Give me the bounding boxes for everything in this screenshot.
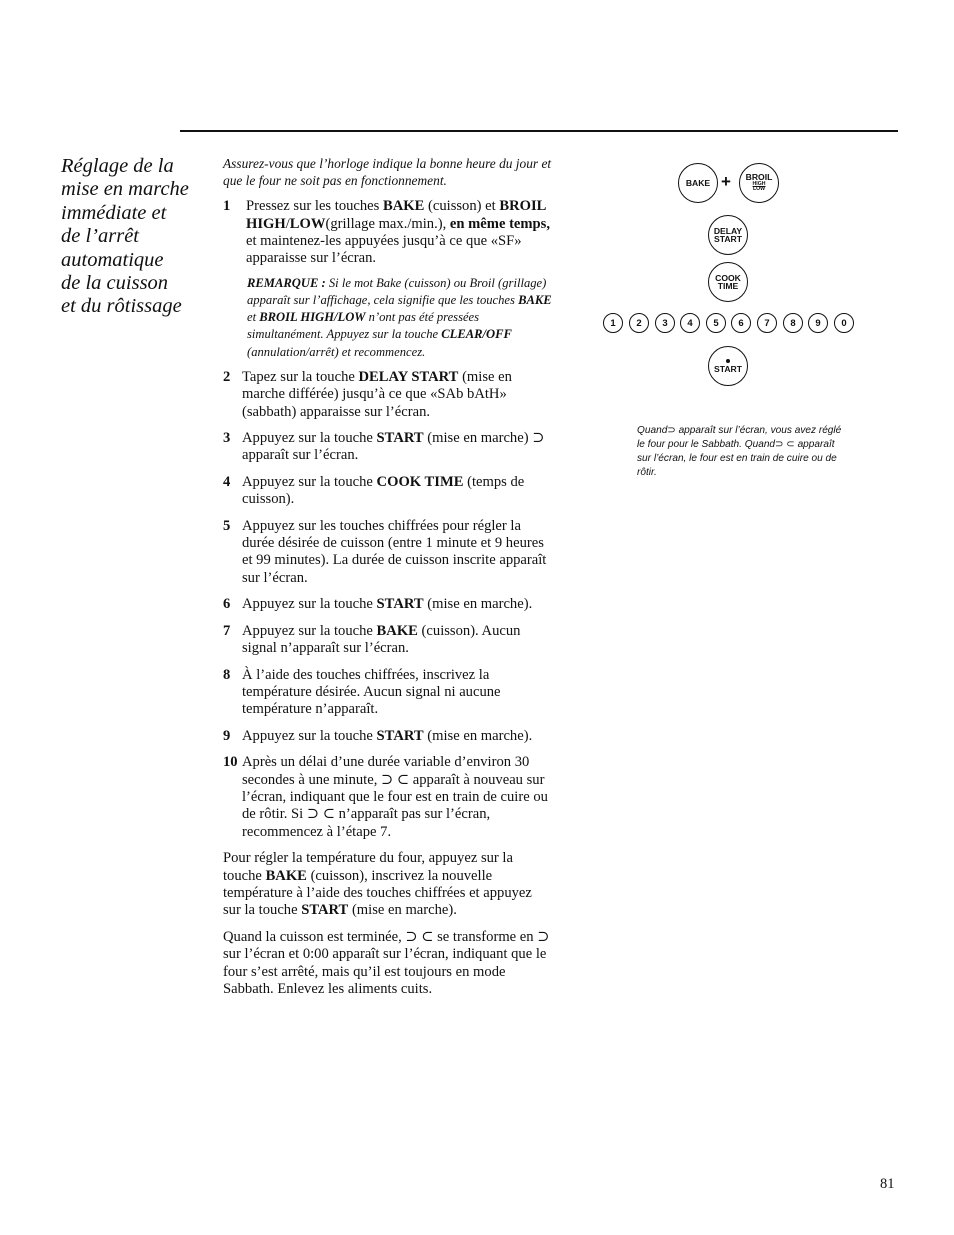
step-text: Après un délai d’une durée variable d’environ 30 secondes à une minute, ⊃ ⊂ apparaît à nouveau sur l’écran, indiquant que le four est en train de cuire ou de rôtir. Si ⊃ ⊂ n’apparaît pas sur l’écran, recommencez à l’étape 7. — [242, 754, 548, 840]
step-number: 3 — [223, 430, 231, 447]
note — [247, 275, 553, 361]
page-number: 81 — [880, 1176, 895, 1192]
step-number: 4 — [223, 473, 231, 490]
section-title — [61, 155, 211, 319]
step-text: / — [285, 215, 290, 232]
step-text: (grillage max./min.), — [325, 215, 450, 232]
digit-key — [731, 313, 751, 333]
step-4 — [223, 474, 553, 509]
start-dot-icon — [726, 359, 730, 363]
digit-key — [808, 313, 828, 333]
title-line: et du rôtissage — [61, 295, 182, 318]
note-text: Si le mot Bake (cuisson) ou Broil (grillage) apparaît sur l’affichage, cela signifie que les touches — [247, 275, 547, 308]
digit-key — [629, 313, 649, 333]
digit-key — [757, 313, 777, 333]
key-name: BAKE — [383, 198, 425, 215]
title-line: de la cuisson — [61, 272, 169, 295]
step-number: 6 — [223, 596, 231, 613]
broil-key-label: BROIL — [745, 172, 773, 183]
step-2 — [223, 369, 553, 421]
step-text: (cuisson) et — [424, 198, 500, 215]
step-number: 8 — [223, 666, 231, 683]
step-10 — [223, 754, 553, 841]
key-name: START — [376, 727, 424, 744]
intro-text: Assurez-vous que l’horloge indique la bonne heure du jour et que le four ne soit pas en fonctionnement. — [223, 156, 552, 188]
key-name: START — [301, 902, 349, 919]
note-text: (annulation/arrêt) et recommencez. — [247, 344, 426, 359]
note-text: et — [247, 310, 260, 325]
digit-label: 6 — [738, 317, 744, 329]
digit-label: 3 — [662, 317, 668, 329]
digit-label: 1 — [610, 317, 616, 329]
step-9 — [223, 728, 553, 745]
step-text: Pressez sur les touches — [246, 198, 383, 215]
bake-key — [678, 163, 718, 203]
broil-key — [739, 163, 779, 203]
key-name: BAKE — [265, 867, 307, 884]
title-line: mise en marche — [61, 178, 189, 201]
key-name: DELAY START — [358, 368, 459, 385]
key-name: BROIL HIGH — [246, 198, 546, 232]
key-name: BAKE — [518, 293, 552, 308]
key-name: BROIL HIGH/LOW — [259, 310, 366, 325]
cook-time-label-2: TIME — [717, 281, 739, 291]
digit-label: 2 — [636, 317, 642, 329]
step-6 — [223, 596, 553, 613]
step-text: (mise en marche). — [423, 596, 533, 613]
key-name: BAKE — [376, 622, 418, 639]
cook-time-label-1: COOK — [715, 272, 741, 283]
digit-key — [655, 313, 675, 333]
plus-sign: + — [721, 172, 731, 191]
cook-time-key — [708, 262, 748, 302]
digit-key — [680, 313, 700, 333]
step-text: (mise en marche différée) jusqu’à ce que «SAb bAtH» (sabbath) apparaisse sur l’écran. — [242, 368, 512, 420]
digit-label: 4 — [687, 317, 693, 329]
temperature-paragraph — [223, 850, 553, 920]
digit-key — [603, 313, 623, 333]
para-text: (cuisson), inscrivez la nouvelle température à l’aide des touches chiffrées et appuyez sur la touche — [223, 867, 532, 919]
step-text: Tapez sur la touche — [242, 368, 359, 385]
instructions-column — [223, 156, 553, 1007]
delay-start-key — [708, 215, 748, 255]
start-key-label: START — [713, 363, 742, 374]
bake-key-label: BAKE — [685, 177, 711, 188]
step-text: (mise en marche). — [423, 727, 533, 744]
key-name: COOK TIME — [376, 473, 464, 490]
digit-key — [783, 313, 803, 333]
top-rule — [180, 130, 898, 132]
step-text: (cuisson). Aucun signal n’apparaît sur l’écran. — [242, 622, 521, 657]
broil-low-label: LOW — [752, 186, 766, 193]
step-text: Appuyez sur la touche — [242, 622, 377, 639]
step-number: 5 — [223, 517, 231, 534]
delay-start-label-1: DELAY — [713, 225, 743, 236]
emphasis: en même temps, — [449, 215, 551, 232]
step-number: 2 — [223, 368, 231, 385]
figure-caption: Quand⊃ apparaît sur l’écran, vous avez réglé le four pour le Sabbath. Quand⊃ ⊂ apparaît sur l’écran, le four est en train de cuire ou de rôtir. — [637, 425, 842, 479]
key-name: START — [376, 430, 424, 447]
digit-label: 9 — [815, 317, 821, 329]
para-text: Pour régler la température du four, appuyez sur la touche — [223, 850, 513, 884]
para-text: (mise en marche). — [348, 902, 457, 919]
step-text: (mise en marche) ⊃ apparaît sur l’écran. — [242, 430, 545, 464]
broil-high-label: HIGH — [752, 180, 766, 187]
step-8 — [223, 667, 553, 719]
note-text: n’ont pas été pressées simultanément. Appuyez sur la touche — [247, 310, 480, 342]
control-panel-illustration — [600, 160, 860, 390]
title-line: automatique — [61, 248, 164, 271]
step-text: et maintenez-les appuyées jusqu’à ce que «SF» apparaisse sur l’écran. — [246, 233, 522, 267]
step-3 — [223, 430, 553, 465]
step-number: 7 — [223, 622, 231, 639]
step-text: Appuyez sur la touche — [242, 430, 377, 447]
delay-start-label-2: START — [713, 234, 742, 244]
note-label: REMARQUE : — [247, 275, 326, 290]
start-key — [708, 346, 748, 386]
finished-paragraph: Quand la cuisson est terminée, ⊃ ⊂ se transforme en ⊃ sur l’écran et 0:00 apparaît sur l’écran, indiquant que le four s’est arrêté, mais qu’il est toujours en mode Sabbath. Enlevez les aliments cuits. — [223, 928, 550, 998]
step-5 — [223, 518, 553, 588]
step-number: 9 — [223, 727, 231, 744]
title-line: immédiate et — [61, 201, 167, 224]
digit-label: 7 — [764, 317, 770, 329]
step-text: À l’aide des touches chiffrées, inscrivez la température désirée. Aucun signal ni aucune température n’apparaît. — [242, 666, 501, 718]
digit-label: 5 — [713, 317, 719, 329]
title-line: Réglage de la — [61, 155, 174, 177]
step-7 — [223, 623, 553, 658]
digit-label: 8 — [790, 317, 796, 329]
key-name: CLEAR/OFF — [441, 327, 512, 342]
digit-key — [834, 313, 854, 333]
key-name: START — [376, 596, 424, 613]
step-text: (temps de cuisson). — [242, 473, 525, 508]
digit-label: 0 — [841, 317, 847, 329]
title-line: de l’arrêt — [61, 225, 139, 248]
step-number: 10 — [223, 754, 238, 771]
step-number: 1 — [223, 198, 231, 215]
step-text: Appuyez sur les touches chiffrées pour régler la durée désirée de cuisson (entre 1 minute et 9 heures et 99 minutes). La durée de cuisson inscrite apparaît sur l’écran. — [242, 517, 547, 586]
step-1 — [223, 198, 553, 268]
step-text: Appuyez sur la touche — [242, 596, 377, 613]
step-text: Appuyez sur la touche — [242, 727, 377, 744]
digit-key — [706, 313, 726, 333]
step-text: Appuyez sur la touche — [242, 473, 377, 490]
key-name: LOW — [289, 215, 326, 232]
